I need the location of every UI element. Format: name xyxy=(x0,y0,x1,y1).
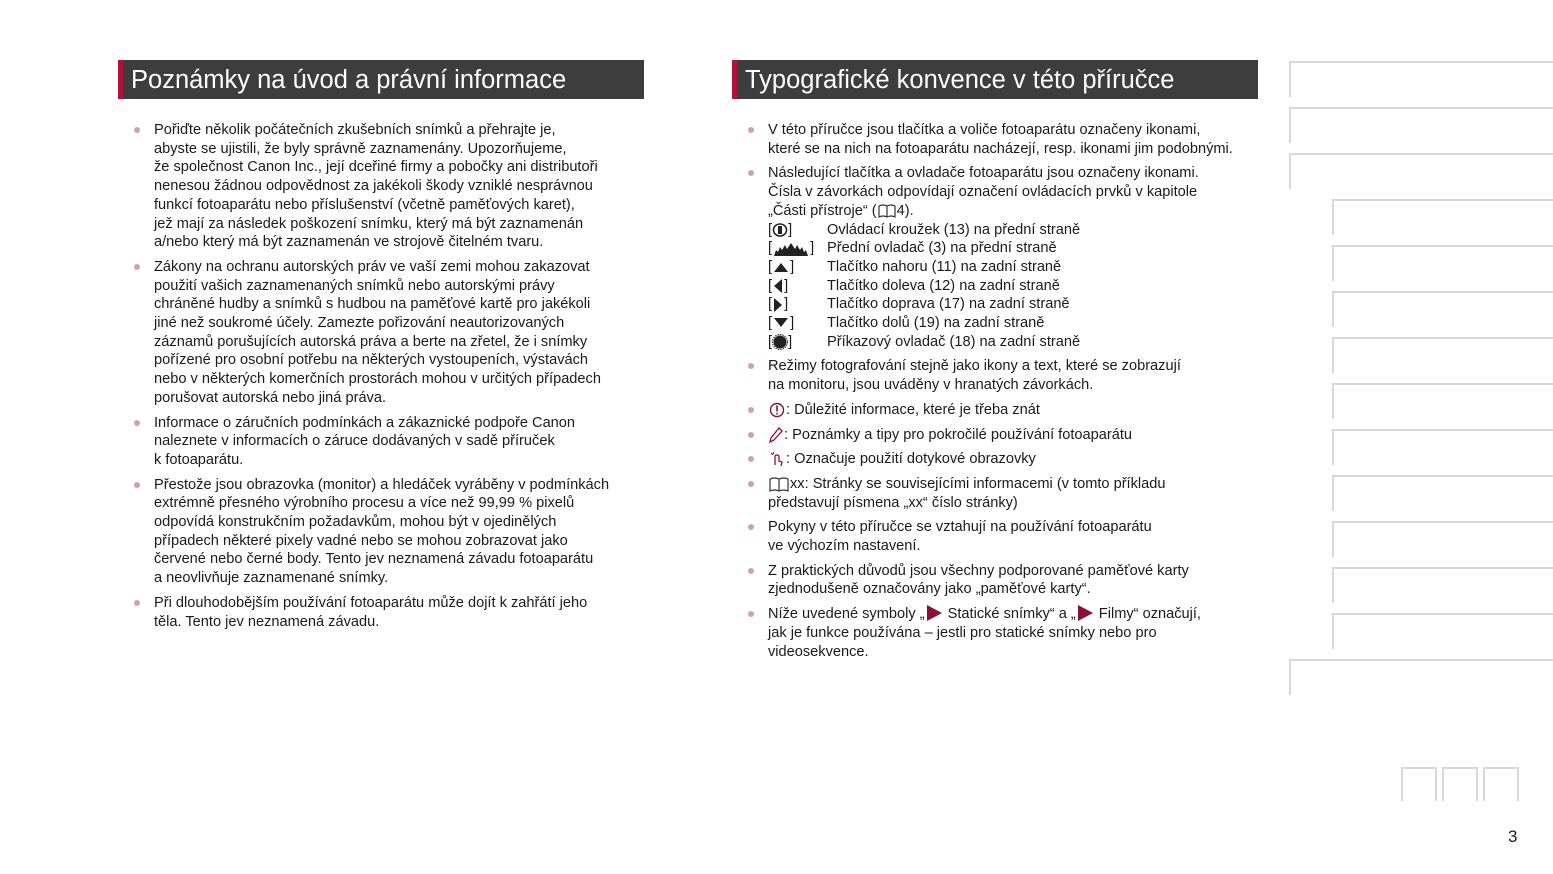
control-row: [ ] Tlačítko doprava (17) na zadní straně xyxy=(768,296,1070,313)
chapter-tab[interactable] xyxy=(1332,613,1553,649)
down-button-icon: [ ] xyxy=(768,315,795,332)
book-icon xyxy=(878,204,896,218)
chapter-tab[interactable] xyxy=(1332,199,1553,235)
movies-icon xyxy=(1078,605,1093,621)
control-row: [ ] Tlačítko nahoru (11) na zadní straně xyxy=(768,258,1062,275)
chapter-tab[interactable] xyxy=(1332,337,1553,373)
up-button-icon: [ ] xyxy=(768,258,795,275)
chapter-tab[interactable] xyxy=(1289,153,1553,189)
typographic-conventions-section xyxy=(732,60,1258,667)
list-item: Následující tlačítka a ovladače fotoaparátu jsou označeny ikonami. Čísla v závorkách odpovídají označení ovládacích prvků v kapitole „Části přístroje“ ( 4). [ ] Ovládací kroužek (13) na přední straně [ ] Přední ovladač (3) na přední straně [ ] Tlačítko nahoru (11) na zadní straně [ ] Tlačítko doleva (12) na zadní straně [ ] Tlačítko doprava (17) na zadní straně [ ] Tlačítko dolů (19) na zadní straně [ ] Příkazový ovladač (18) na zadní straně xyxy=(732,164,1258,351)
list-item: Informace o záručních podmínkách a zákaznické podpoře Canon naleznete v informacích o záruce dodávaných v sadě příruček k fotoaparátu. xyxy=(118,414,644,470)
list-item: Zákony na ochranu autorských práv ve vaší zemi mohou zakazovat použití vašich zaznamenaných snímků nebo autorskými právy chráněné hudby a snímků s hudbou na paměťové kartě pro jakékoli jiné než soukromé účely. Zamezte pořizování neautorizovaných záznamů porušujících autorská práva a berte na zřetel, že i snímky pořízené pro osobní potřebu na některých vystoupeních, výstavách nebo v některých komerčních prostorách mohou v určitých případech porušovat autorská nebo jiná práva. xyxy=(118,258,644,408)
list-item: Pokyny v této příručce se vztahují na používání fotoaparátu ve výchozím nastavení. xyxy=(732,518,1258,555)
control-row: [ ] Příkazový ovladač (18) na zadní straně xyxy=(768,333,1081,350)
list-item: : Označuje použití dotykové obrazovky xyxy=(732,450,1258,469)
list-item: : Poznámky a tipy pro pokročilé používání fotoaparátu xyxy=(732,426,1258,445)
list-item: Při dlouhodobějším používání fotoaparátu může dojít k zahřátí jeho těla. Tento jev neznamená závadu. xyxy=(118,594,644,631)
typographic-conventions-heading: Typografické konvence v této příručce xyxy=(732,60,1258,99)
chapter-tab[interactable] xyxy=(1332,291,1553,327)
list-item: Pořiďte několik počátečních zkušebních snímků a přehrajte je, abyste se ujistili, že byly správně zaznamenány. Upozorňujeme, že společnost Canon Inc., její dceřiné firmy a pobočky ani distributoři nenesou žádnou odpovědnost za jakékoli škody vzniklé nesprávnou funkcí fotoaparátu nebo příslušenství (včetně paměťových karet), jež mají za následek poškození snímku, který má být zaznamenán a/nebo který má být zaznamenán ve strojově čitelném tvaru. xyxy=(118,121,644,252)
list-item: Režimy fotografování stejně jako ikony a text, které se zobrazují na monitoru, jsou uváděny v hranatých závorkách. xyxy=(732,357,1258,394)
control-row: [ ] Tlačítko dolů (19) na zadní straně xyxy=(768,315,1045,332)
list-item: Z praktických důvodů jsou všechny podporované paměťové karty zjednodušeně označovány jako „paměťové karty“. xyxy=(732,562,1258,599)
control-row: [ ] Tlačítko doleva (12) na zadní straně xyxy=(768,277,1060,294)
list-item: xx: Stránky se souvisejícími informacemi (v tomto příkladu představují písmena „xx“ číslo stránky) xyxy=(732,475,1258,512)
command-dial-icon: [ ] xyxy=(768,333,793,350)
legal-notes-section xyxy=(118,60,644,637)
list-item: V této příručce jsou tlačítka a voliče fotoaparátu označeny ikonami, které se na nich na fotoaparátu nacházejí, resp. ikonami jim podobnými. xyxy=(732,121,1258,158)
chapter-tab[interactable] xyxy=(1332,429,1553,465)
controls-table xyxy=(768,221,1258,352)
pencil-note-icon xyxy=(769,427,783,443)
chapter-tab[interactable] xyxy=(1332,383,1553,419)
right-button-icon: [ ] xyxy=(768,296,789,313)
list-item: Přestože jsou obrazovka (monitor) a hledáček vyráběny v podmínkách extrémně přesného výrobního procesu a více než 99,99 % pixelů odpovídá konstrukčním požadavkům, mohou být v ojedinělých případech některé pixely vadné nebo se mohou zobrazovat jako červené nebo černé body. Tento jev neznamená závadu fotoaparátu a neovlivňuje zaznamenané snímky. xyxy=(118,476,644,588)
nav-button[interactable] xyxy=(1442,767,1478,801)
list-item: : Důležité informace, které je třeba znát xyxy=(732,401,1258,420)
list-item: Níže uvedené symboly „ Statické snímky“ a „ Filmy“ označují, jak je funkce používána – jestli pro statické snímky nebo pro videosekvence. xyxy=(732,605,1258,661)
still-images-icon xyxy=(927,605,942,621)
book-icon xyxy=(769,477,789,492)
control-row: [ ] Přední ovladač (3) na přední straně xyxy=(768,240,1057,257)
legal-notes-heading: Poznámky na úvod a právní informace xyxy=(118,60,644,99)
nav-button[interactable] xyxy=(1483,767,1519,801)
chapter-tab[interactable] xyxy=(1332,567,1553,603)
conventions-list xyxy=(732,121,1258,661)
control-row: [ ] Ovládací kroužek (13) na přední straně xyxy=(768,221,1081,238)
legal-notes-list xyxy=(118,121,644,631)
chapter-tab[interactable] xyxy=(1289,107,1553,143)
chapter-tab[interactable] xyxy=(1289,659,1553,695)
page-number: 3 xyxy=(1508,827,1518,846)
chapter-tab[interactable] xyxy=(1332,521,1553,557)
chapter-tab[interactable] xyxy=(1289,61,1553,97)
chapter-tab[interactable] xyxy=(1332,475,1553,511)
chapter-tab[interactable] xyxy=(1332,245,1553,281)
control-ring-icon: [ ] xyxy=(768,221,793,238)
front-dial-icon: [ ] xyxy=(768,240,815,257)
important-icon xyxy=(769,402,785,418)
touch-icon xyxy=(769,451,785,467)
nav-button[interactable] xyxy=(1401,767,1437,801)
left-button-icon: [ ] xyxy=(768,277,789,294)
